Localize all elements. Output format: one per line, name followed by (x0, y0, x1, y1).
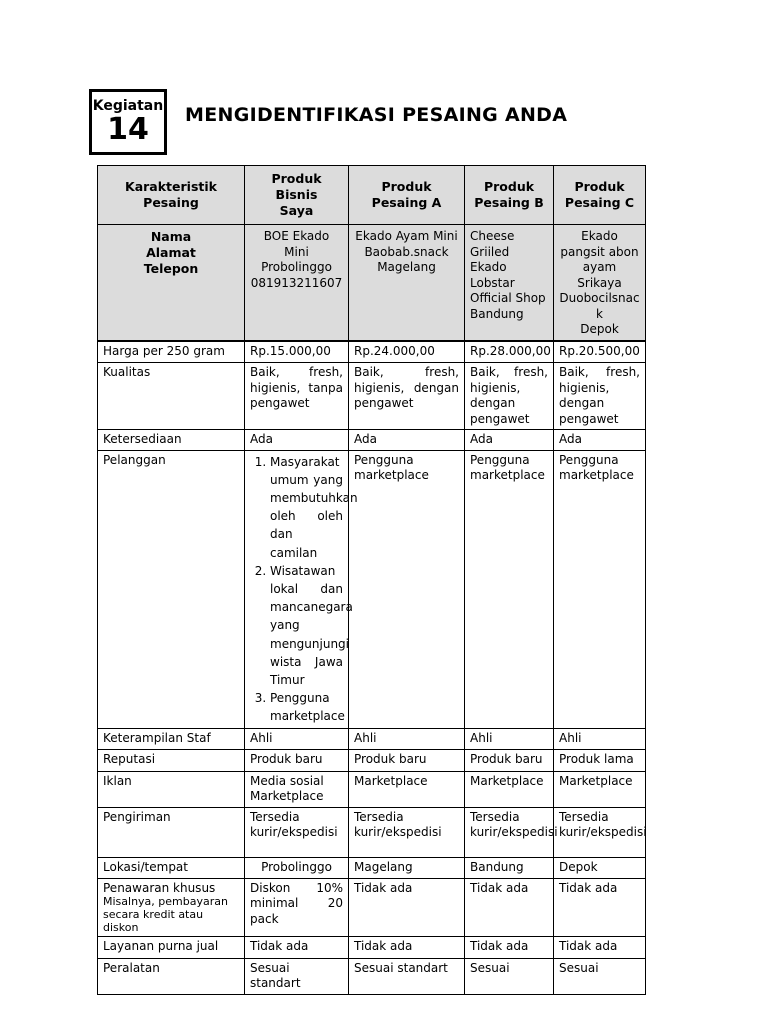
cell-competitor-a: Ekado Ayam Mini Baobab.snack Magelang (349, 225, 465, 341)
cell-competitor-a: Magelang (349, 857, 465, 878)
table-header-row (98, 166, 646, 225)
cell-competitor-a: Rp.24.000,00 (349, 341, 465, 363)
activity-badge (89, 89, 167, 155)
cell-competitor-b: Marketplace (465, 771, 554, 807)
table-row-reputation (98, 749, 646, 771)
list-item: 2. Wisatawan lokal dan mancanegara yang mengunjungi wista Jawa Timur (270, 562, 343, 689)
customer-list (250, 453, 358, 726)
cell-my-product: Sesuai standart (245, 958, 349, 994)
row-label (98, 878, 245, 936)
cell-competitor-c: Rp.20.500,00 (554, 341, 646, 363)
cell-competitor-b: Pengguna marketplace (465, 450, 554, 728)
table-row-after-sales (98, 936, 646, 958)
cell-competitor-b: Tidak ada (465, 936, 554, 958)
cell-my-product: Produk baru (245, 749, 349, 771)
cell-competitor-b: Ada (465, 430, 554, 451)
table-row-equipment (98, 958, 646, 994)
cell-competitor-a: Sesuai standart (349, 958, 465, 994)
list-item: 1. Masyarakat umum yang membutuhkan oleh oleh dan camilan (270, 453, 343, 562)
cell-competitor-b: Ahli (465, 728, 554, 749)
row-label-main: Penawaran khusus (103, 880, 216, 895)
cell-competitor-a: Tidak ada (349, 936, 465, 958)
table-row-location (98, 857, 646, 878)
header-characteristic: Karakteristik Pesaing (98, 166, 245, 225)
cell-competitor-a: Pengguna marketplace (349, 450, 465, 728)
row-label: Peralatan (98, 958, 245, 994)
cell-competitor-b: Tidak ada (465, 878, 554, 936)
row-label: Pengiriman (98, 807, 245, 857)
badge-number: 14 (107, 112, 149, 147)
table-row-customers (98, 450, 646, 728)
cell-competitor-b: Sesuai (465, 958, 554, 994)
cell-competitor-a: Tidak ada (349, 878, 465, 936)
cell-competitor-c: Tidak ada (554, 878, 646, 936)
cell-my-product: Tersedia kurir/ekspedisi (245, 807, 349, 857)
row-label-note: Misalnya, pembayaran secara kredit atau diskon (103, 894, 228, 934)
table-row-price (98, 341, 646, 363)
row-label: Harga per 250 gram (98, 341, 245, 363)
cell-competitor-b: Tersedia kurir/ekspedisi (465, 807, 554, 857)
header-my-product: Produk Bisnis Saya (245, 166, 349, 225)
cell-competitor-c: Produk lama (554, 749, 646, 771)
row-label: Ketersediaan (98, 430, 245, 451)
cell-my-product: Tidak ada (245, 936, 349, 958)
badge-label: Kegiatan (92, 98, 164, 114)
table-row-advertising (98, 771, 646, 807)
cell-competitor-c: Pengguna marketplace (554, 450, 646, 728)
table-row-name-address (98, 225, 646, 341)
cell-my-product: Probolinggo (245, 857, 349, 878)
cell-my-product (245, 450, 358, 728)
row-label: Reputasi (98, 749, 245, 771)
cell-competitor-a: Ahli (349, 728, 465, 749)
cell-competitor-c: Depok (554, 857, 646, 878)
cell-competitor-a: Tersedia kurir/ekspedisi (349, 807, 465, 857)
cell-competitor-c: Baik, fresh, higienis, dengan pengawet (554, 363, 646, 430)
cell-competitor-a: Baik, fresh, higienis, dengan pengawet (349, 363, 465, 430)
cell-competitor-c: Tidak ada (554, 936, 646, 958)
row-label: Pelanggan (98, 450, 245, 728)
header-competitor-b: Produk Pesaing B (465, 166, 554, 225)
cell-my-product: Rp.15.000,00 (245, 341, 349, 363)
row-label: Layanan purna jual (98, 936, 245, 958)
table-row-special-offer (98, 878, 646, 936)
cell-my-product: Diskon 10% minimal 20 pack (245, 878, 349, 936)
cell-competitor-c: Marketplace (554, 771, 646, 807)
row-label: Kualitas (98, 363, 245, 430)
table-row-quality (98, 363, 646, 430)
list-item: 3. Pengguna marketplace (270, 689, 343, 725)
cell-competitor-b: Bandung (465, 857, 554, 878)
cell-competitor-b: Produk baru (465, 749, 554, 771)
cell-competitor-b: Rp.28.000,00 (465, 341, 554, 363)
competitor-table (97, 165, 646, 995)
cell-my-product: Ahli (245, 728, 349, 749)
cell-my-product: Ada (245, 430, 349, 451)
cell-competitor-c: Ahli (554, 728, 646, 749)
row-label: Nama Alamat Telepon (98, 225, 245, 341)
table-row-staff-skill (98, 728, 646, 749)
header-competitor-c: Produk Pesaing C (554, 166, 646, 225)
row-label: Lokasi/tempat (98, 857, 245, 878)
header-competitor-a: Produk Pesaing A (349, 166, 465, 225)
cell-competitor-a: Produk baru (349, 749, 465, 771)
cell-competitor-b: Cheese Griiled Ekado Lobstar Official Shop Bandung (465, 225, 554, 341)
cell-competitor-c: Ekado pangsit abon ayam Srikaya Duobocilsnac k Depok (554, 225, 646, 341)
row-label: Iklan (98, 771, 245, 807)
cell-competitor-c: Ada (554, 430, 646, 451)
cell-competitor-c: Tersedia kurir/ekspedisi (554, 807, 646, 857)
cell-competitor-a: Ada (349, 430, 465, 451)
table-row-availability (98, 430, 646, 451)
cell-my-product: Media sosial Marketplace (245, 771, 349, 807)
cell-competitor-b: Baik, fresh, higienis, dengan pengawet (465, 363, 554, 430)
row-label: Keterampilan Staf (98, 728, 245, 749)
table-row-delivery (98, 807, 646, 857)
cell-my-product: BOE Ekado Mini Probolinggo 081913211607 (245, 225, 349, 341)
cell-competitor-a: Marketplace (349, 771, 465, 807)
page-title: MENGIDENTIFIKASI PESAING ANDA (185, 104, 568, 126)
cell-my-product: Baik, fresh, higienis, tanpa pengawet (245, 363, 349, 430)
cell-competitor-c: Sesuai (554, 958, 646, 994)
